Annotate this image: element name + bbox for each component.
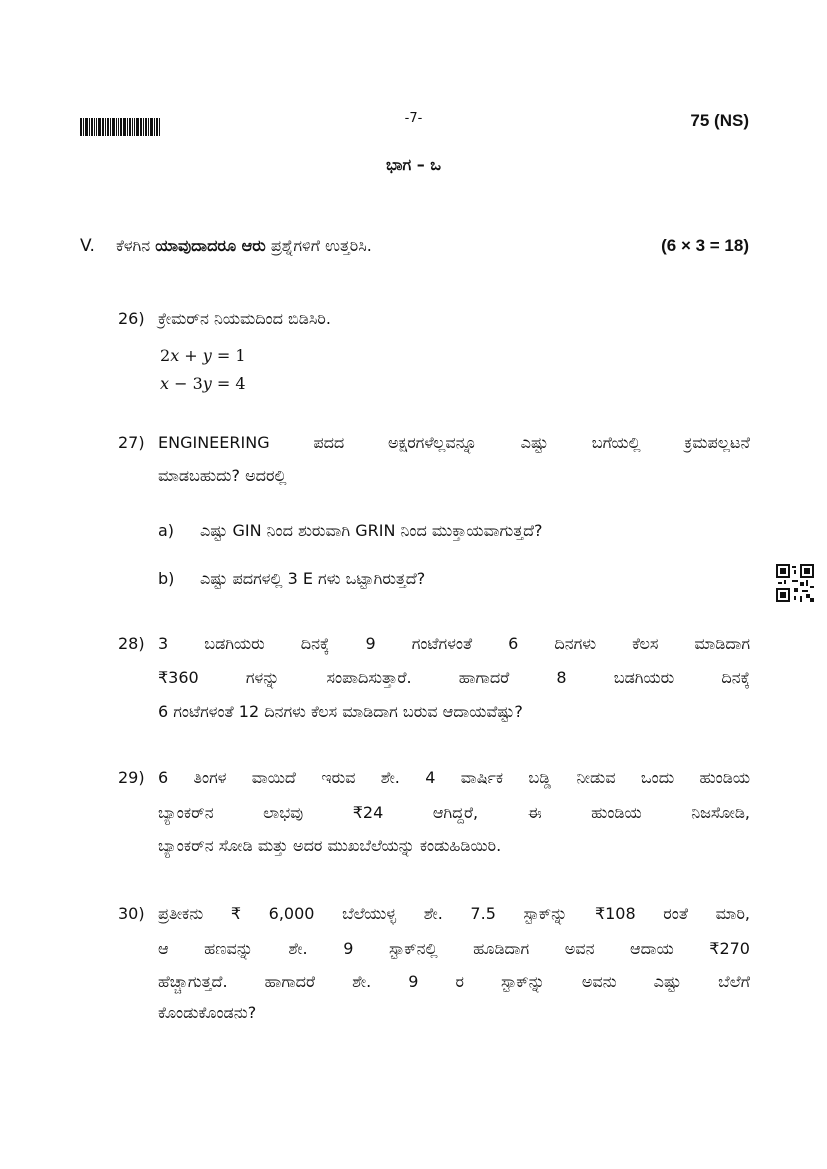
- qr-code: [776, 564, 814, 602]
- question-number-27: 27): [118, 433, 145, 452]
- question-number-28: 28): [118, 634, 145, 653]
- paper-code: 75 (NS): [690, 111, 749, 130]
- question-30-line-4: ಕೊಂಡುಕೊಂಡನು?: [158, 1003, 257, 1022]
- question-28-line-1: 3 ಬಡಗಿಯರು ದಿನಕ್ಕೆ 9 ಗಂಟೆಗಳಂತೆ 6 ದಿನಗಳು ಕೆಲಸ ಮಾಡಿದಾಗ: [158, 634, 750, 653]
- subquestion-b-text: ಎಷ್ಟು ಪದಗಳಲ್ಲಿ 3 E ಗಳು ಒಟ್ಟಾಗಿರುತ್ತದೆ?: [200, 569, 426, 588]
- question-29-line-3: ಬ್ಯಾಂಕರ್‌ನ ಸೋಡಿ ಮತ್ತು ಅದರ ಮುಖಬೆಲೆಯನ್ನು ಕಂಡುಹಿಡಿಯಿರಿ.: [158, 836, 502, 855]
- question-27-line-1: ENGINEERING ಪದದ ಅಕ್ಷರಗಳೆಲ್ಲವನ್ನೂ ಎಷ್ಟು ಬಗೆಯಲ್ಲಿ ಕ್ರಮಪಲ್ಲಟನೆ: [158, 433, 750, 452]
- question-number-26: 26): [118, 309, 145, 328]
- question-30-line-1: ಪ್ರತೀಕನು ₹ 6,000 ಬೆಲೆಯುಳ್ಳ ಶೇ. 7.5 ಸ್ಟಾಕ್‌ನ್ನು ₹108 ರಂತೆ ಮಾರಿ,: [158, 904, 750, 923]
- question-28-line-3: 6 ಗಂಟೆಗಳಂತೆ 12 ದಿನಗಳು ಕೆಲಸ ಮಾಡಿದಾಗ ಬರುವ ಆದಾಯವೆಷ್ಟು?: [158, 702, 523, 721]
- section-number: V.: [80, 236, 95, 256]
- eq2-var-x: x: [160, 374, 170, 393]
- question-number-29: 29): [118, 768, 145, 787]
- eq2-var-y: y: [202, 374, 212, 393]
- question-number-30: 30): [118, 904, 145, 923]
- subquestion-a-label: a): [158, 521, 175, 540]
- eq1-rhs: = 1: [211, 346, 246, 365]
- equation-1: [160, 346, 246, 365]
- question-30-line-2: ಆ ಹಣವನ್ನು ಶೇ. 9 ಸ್ಟಾಕ್‌ನಲ್ಲಿ ಹೂಡಿದಾಗ ಅವನ ಆದಾಯ ₹270: [158, 939, 750, 958]
- question-27-line-2: ಮಾಡಬಹುದು? ಅದರಲ್ಲಿ: [158, 466, 287, 485]
- eq1-op: +: [179, 346, 203, 365]
- section-instruction: [116, 236, 372, 256]
- section-marks: (6 × 3 = 18): [661, 236, 749, 255]
- subquestion-a-text: ಎಷ್ಟು GIN ನಿಂದ ಶುರುವಾಗಿ GRIN ನಿಂದ ಮುಕ್ತಾಯವಾಗುತ್ತದೆ?: [200, 521, 543, 540]
- instruction-post: ಪ್ರಶ್ನೆಗಳಿಗೆ ಉತ್ತರಿಸಿ.: [265, 236, 372, 255]
- eq2-rhs: = 4: [211, 374, 246, 393]
- question-30-line-3: ಹೆಚ್ಚಾಗುತ್ತದೆ. ಹಾಗಾದರೆ ಶೇ. 9 ರ ಸ್ಟಾಕ್‌ನ್ನು ಅವನು ಎಷ್ಟು ಬೆಲೆಗೆ: [158, 972, 750, 991]
- eq1-var-x: x: [170, 346, 180, 365]
- instruction-bold: ಯಾವುದಾದರೂ ಆರು: [155, 236, 266, 255]
- eq1-var-y: y: [202, 346, 212, 365]
- eq1-coef: 2: [160, 346, 171, 365]
- page-number: -7-: [404, 111, 423, 126]
- instruction-pre: ಕೆಳಗಿನ: [116, 236, 156, 255]
- subquestion-b-label: b): [158, 569, 175, 588]
- question-29-line-2: ಬ್ಯಾಂಕರ್‌ನ ಲಾಭವು ₹24 ಆಗಿದ್ದರೆ, ಈ ಹುಂಡಿಯ ನಿಜಸೋಡಿ,: [158, 803, 750, 822]
- part-title: ಭಾಗ – ಒ: [385, 155, 442, 174]
- question-26-text: ಕ್ರೇಮರ್‌ನ ನಿಯಮದಿಂದ ಬಿಡಿಸಿರಿ.: [158, 309, 331, 328]
- question-28-line-2: ₹360 ಗಳನ್ನು ಸಂಪಾದಿಸುತ್ತಾರೆ. ಹಾಗಾದರೆ 8 ಬಡಗಿಯರು ದಿನಕ್ಕೆ: [158, 668, 750, 687]
- question-29-line-1: 6 ತಿಂಗಳ ವಾಯಿದೆ ಇರುವ ಶೇ. 4 ವಾರ್ಷಿಕ ಬಡ್ಡಿ ನೀಡುವ ಒಂದು ಹುಂಡಿಯ: [158, 768, 750, 787]
- eq2-op: − 3: [169, 374, 203, 393]
- equation-2: [160, 374, 246, 393]
